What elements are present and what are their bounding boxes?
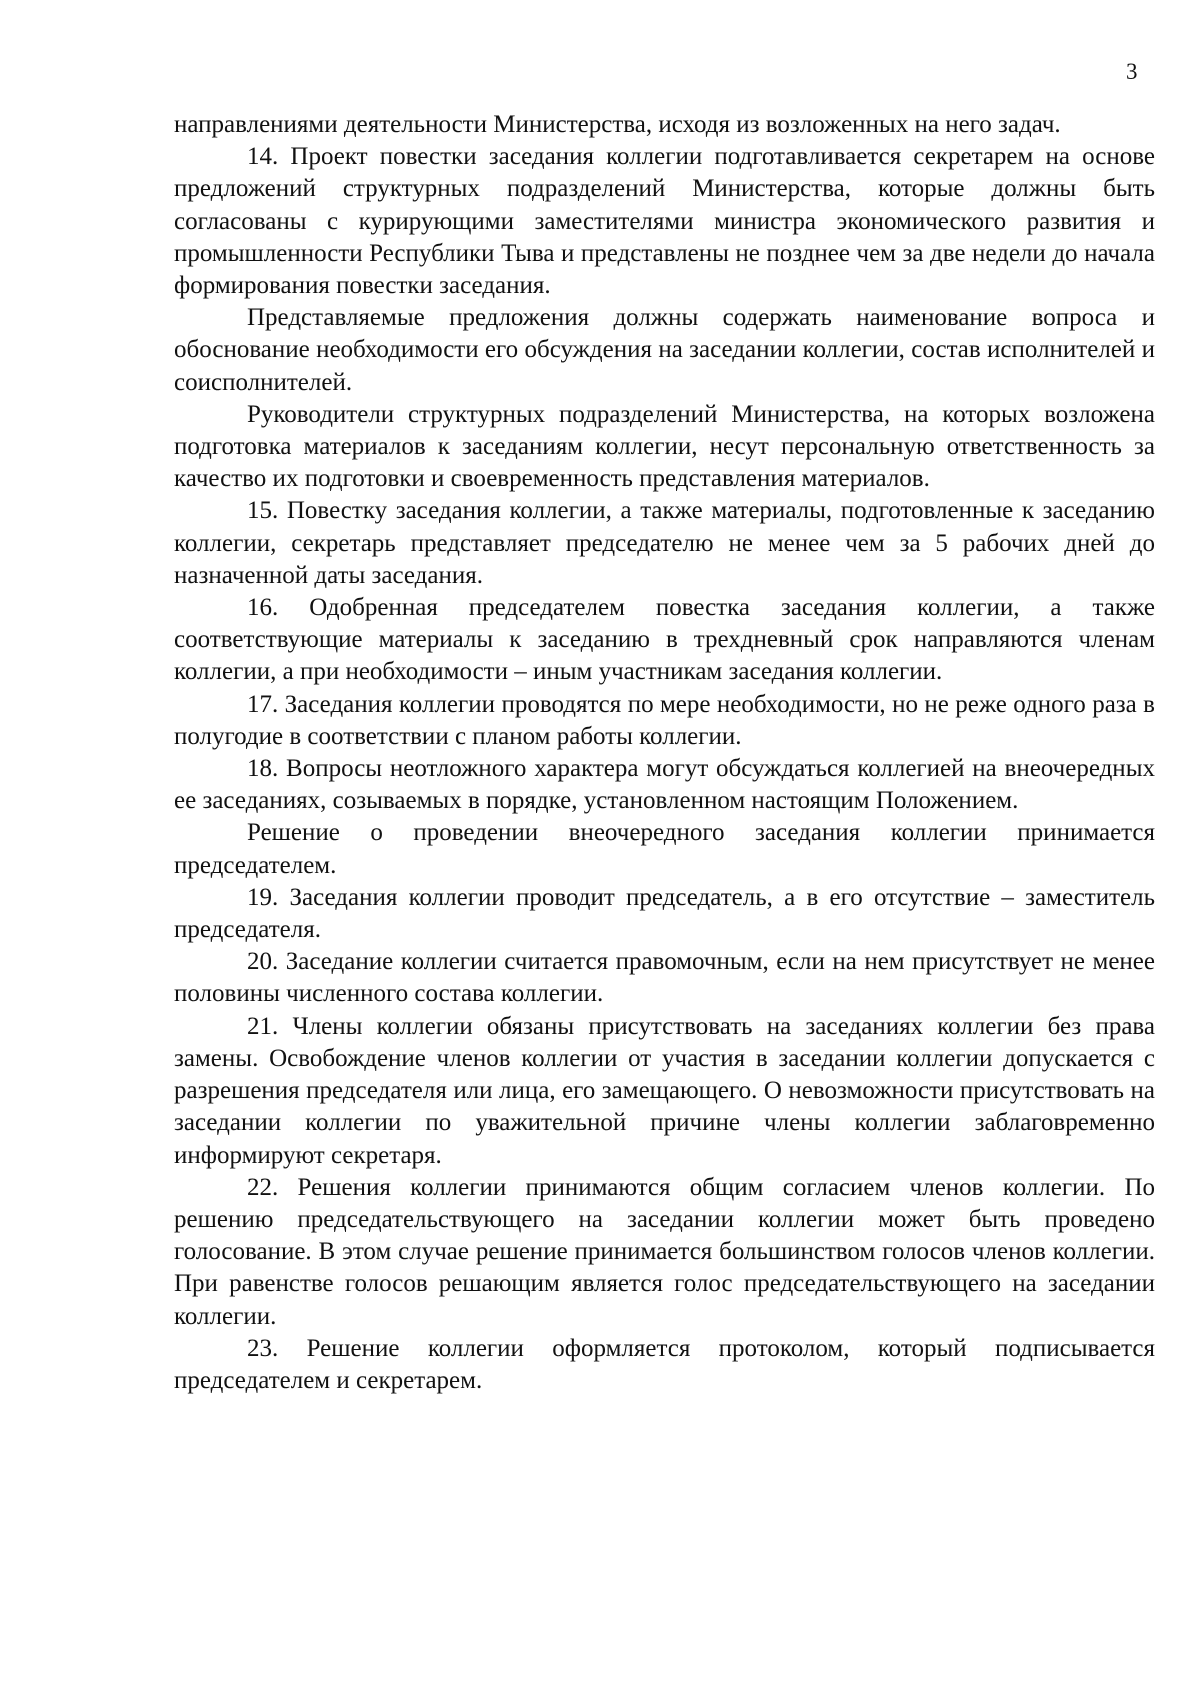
paragraph-continuation: направлениями деятельности Министерства, исходя из возложенных на него задач. (174, 111, 1061, 138)
page-number: 3 (1126, 59, 1138, 84)
paragraph-item-16: 16. Одобренная председателем повестка заседания коллегии, а также соответствующие материалы к заседанию в трехдневный срок направляются членам коллегии, а при необходимости – иным участникам заседания коллегии. (174, 594, 1155, 686)
paragraph-item-17: 17. Заседания коллегии проводятся по мере необходимости, но не реже одного раза в полугодие в соответствии с планом работы коллегии. (174, 690, 1155, 750)
paragraph-item-14: 14. Проект повестки заседания коллегии подготавливается секретарем на основе предложений структурных подразделений Министерства, которые должны быть согласованы с курирующими заместителями министра экономического развития и промышленности Республики Тыва и представлены не позднее чем за две недели до начала формирования повестки заседания. (174, 143, 1155, 300)
paragraph-extraordinary-decision: Решение о проведении внеочередного заседания коллегии принимается председателем. (174, 819, 1155, 879)
paragraph-item-23: 23. Решение коллегии оформляется протоколом, который подписывается председателем и секретарем. (174, 1334, 1155, 1394)
paragraph-item-18: 18. Вопросы неотложного характера могут обсуждаться коллегией на внеочередных ее заседаниях, созываемых в порядке, установленном настоящим Положением. (174, 755, 1155, 815)
paragraph-proposals-content: Представляемые предложения должны содержать наименование вопроса и обоснование необходимости его обсуждения на заседании коллегии, состав исполнителей и соисполнителей. (174, 304, 1155, 396)
paragraph-item-15: 15. Повестку заседания коллегии, а также материалы, подготовленные к заседанию коллегии, секретарь представляет председателю не менее чем за 5 рабочих дней до назначенной даты заседания. (174, 497, 1155, 589)
paragraph-responsibility: Руководители структурных подразделений Министерства, на которых возложена подготовка материалов к заседаниям коллегии, несут персональную ответственность за качество их подготовки и своевременность представления материалов. (174, 400, 1155, 493)
paragraph-item-20: 20. Заседание коллегии считается правомочным, если на нем присутствует не менее половины численного состава коллегии. (174, 948, 1155, 1008)
document-body (174, 109, 1155, 1397)
paragraph-item-21: 21. Члены коллегии обязаны присутствовать на заседаниях коллегии без права замены. Освобождение членов коллегии от участия в заседании коллегии допускается с разрешения председателя или лица, его замещающего. О невозможности присутствовать на заседании коллегии по уважительной причине члены коллегии заблаговременно информируют секретаря. (174, 1012, 1155, 1169)
paragraph-item-19: 19. Заседания коллегии проводит председатель, а в его отсутствие – заместитель председателя. (174, 883, 1155, 944)
paragraph-item-22: 22. Решения коллегии принимаются общим согласием членов коллегии. По решению председательствующего на заседании коллегии может быть проведено голосование. В этом случае решение принимается большинством голосов членов коллегии. При равенстве голосов решающим является голос председательствующего на заседании коллегии. (174, 1173, 1155, 1330)
